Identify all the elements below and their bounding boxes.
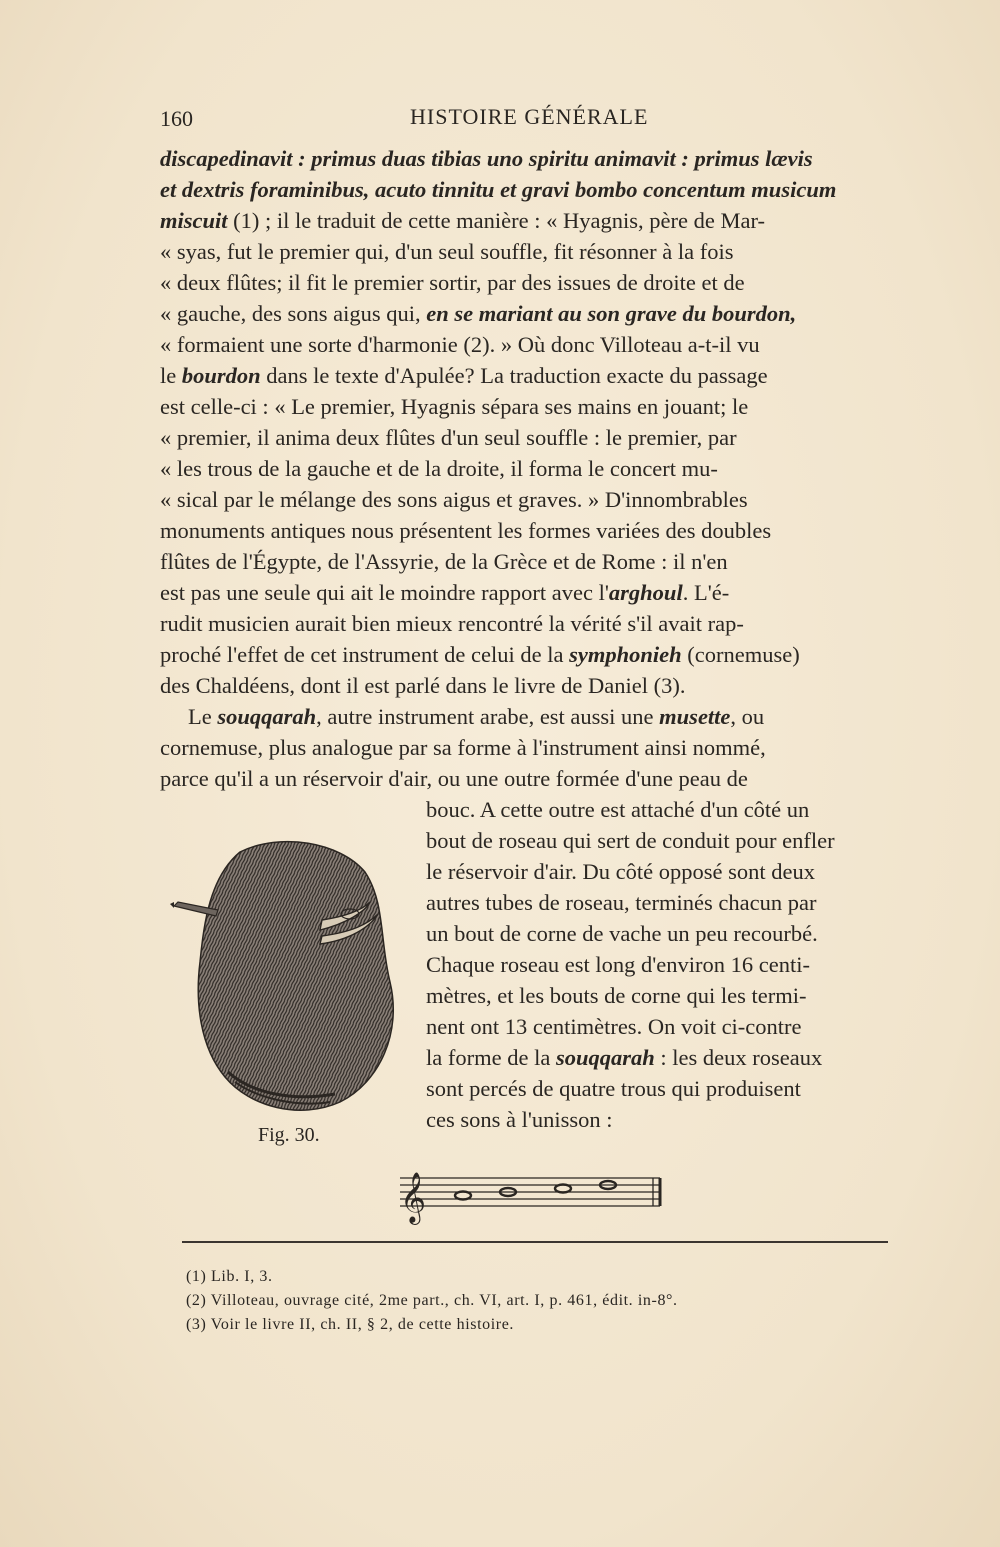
text-line: flûtes de l'Égypte, de l'Assyrie, de la Grèce et de Rome : il n'en: [160, 549, 728, 574]
text-line: un bout de corne de vache un peu recourbé.: [426, 921, 818, 946]
text-line: musette: [659, 704, 731, 729]
music-staff: [398, 1162, 663, 1226]
text-line: . L'é-: [682, 580, 730, 605]
text-line: le: [160, 363, 182, 388]
text-line: ces sons à l'unisson :: [426, 1107, 613, 1132]
wrapped-text-beside-figure: [426, 794, 888, 1135]
text-line: des Chaldéens, dont il est parlé dans le livre de Daniel (3).: [160, 673, 686, 698]
footnote-divider: [182, 1241, 888, 1243]
text-line: le réservoir d'air. Du côté opposé sont deux: [426, 859, 815, 884]
text-line: arghoul: [608, 580, 683, 605]
text-line: monuments antiques nous présentent les formes variées des doubles: [160, 518, 772, 543]
main-text: [160, 143, 888, 794]
text-line: proché l'effet de cet instrument de celui de la: [160, 642, 570, 667]
text-line: Le: [188, 704, 218, 729]
paragraph-souqqarah-cont: [160, 732, 888, 794]
text-line: parce qu'il a un réservoir d'air, ou une outre formée d'une peau de: [160, 766, 748, 791]
text-line: , autre instrument arabe, est aussi une: [316, 704, 660, 729]
paragraph-apulee: [160, 143, 888, 701]
text-line: discapedinavit : primus duas tibias uno spiritu animavit : primus lævis: [160, 146, 813, 171]
footnotes: [186, 1265, 886, 1337]
text-line: « syas, fut le premier qui, d'un seul souffle, fit résonner à la fois: [160, 239, 734, 264]
text-line: rudit musicien aurait bien mieux rencontré la vérité s'il avait rap-: [160, 611, 744, 636]
text-line: souqqarah: [217, 704, 317, 729]
text-line: mètres, et les bouts de corne qui les termi-: [426, 983, 807, 1008]
text-line: , ou: [730, 704, 765, 729]
text-line: « formaient une sorte d'harmonie (2). » Où donc Villoteau a-t-il vu: [160, 332, 760, 357]
text-line: la forme de la: [426, 1045, 556, 1070]
text-line: Chaque roseau est long d'environ 16 centi-: [426, 952, 810, 977]
running-title: HISTOIRE GÉNÉRALE: [410, 104, 649, 129]
text-line: « les trous de la gauche et de la droite, il forma le concert mu-: [160, 456, 718, 481]
text-line: bout de roseau qui sert de conduit pour enfler: [426, 828, 835, 853]
paragraph-souqqarah: [160, 701, 888, 732]
text-line: « sical par le mélange des sons aigus et graves. » D'innombrables: [160, 487, 748, 512]
footnote-2: (2) Villoteau, ouvrage cité, 2me part., ch. VI, art. I, p. 461, édit. in-8°.: [186, 1292, 678, 1309]
text-line: « deux flûtes; il fit le premier sortir, par des issues de droite et de: [160, 270, 745, 295]
text-line: bourdon: [181, 363, 261, 388]
text-line: souqqarah: [555, 1045, 655, 1070]
text-line: (cornemuse): [681, 642, 800, 667]
text-line: dans le texte d'Apulée? La traduction exacte du passage: [260, 363, 768, 388]
text-line: en se mariant au son grave du bourdon,: [426, 301, 797, 326]
text-line: miscuit: [160, 208, 228, 233]
text-line: « premier, il anima deux flûtes d'un seul souffle : le premier, par: [160, 425, 737, 450]
footnote-3: (3) Voir le livre II, ch. II, § 2, de cette histoire.: [186, 1316, 515, 1333]
text-line: autres tubes de roseau, terminés chacun par: [426, 890, 817, 915]
text-line: symphonieh: [569, 642, 682, 667]
text-line: nent ont 13 centimètres. On voit ci-contre: [426, 1014, 802, 1039]
text-line: et dextris foraminibus, acuto tinnitu et gravi bombo concentum musicum: [160, 177, 837, 202]
treble-clef-icon: 𝄞: [400, 1172, 427, 1223]
footnote-1: (1) Lib. I, 3.: [186, 1268, 273, 1285]
page-number: 160: [160, 106, 193, 131]
text-line: bouc. A cette outre est attaché d'un côté un: [426, 797, 810, 822]
text-line: cornemuse, plus analogue par sa forme à l'instrument ainsi nommé,: [160, 735, 766, 760]
running-header: [160, 104, 890, 136]
text-line: (1) ; il le traduit de cette manière : « Hyagnis, père de Mar-: [227, 208, 765, 233]
figure-caption: Fig. 30.: [258, 1124, 320, 1146]
text-line: est celle-ci : « Le premier, Hyagnis sépara ses mains en jouant; le: [160, 394, 749, 419]
text-line: sont percés de quatre trous qui produisent: [426, 1076, 801, 1101]
text-line: : les deux roseaux: [654, 1045, 823, 1070]
text-line: « gauche, des sons aigus qui,: [160, 301, 427, 326]
souqqarah-bagpipe-illustration: [170, 832, 410, 1132]
text-line: est pas une seule qui ait le moindre rapport avec l': [160, 580, 609, 605]
